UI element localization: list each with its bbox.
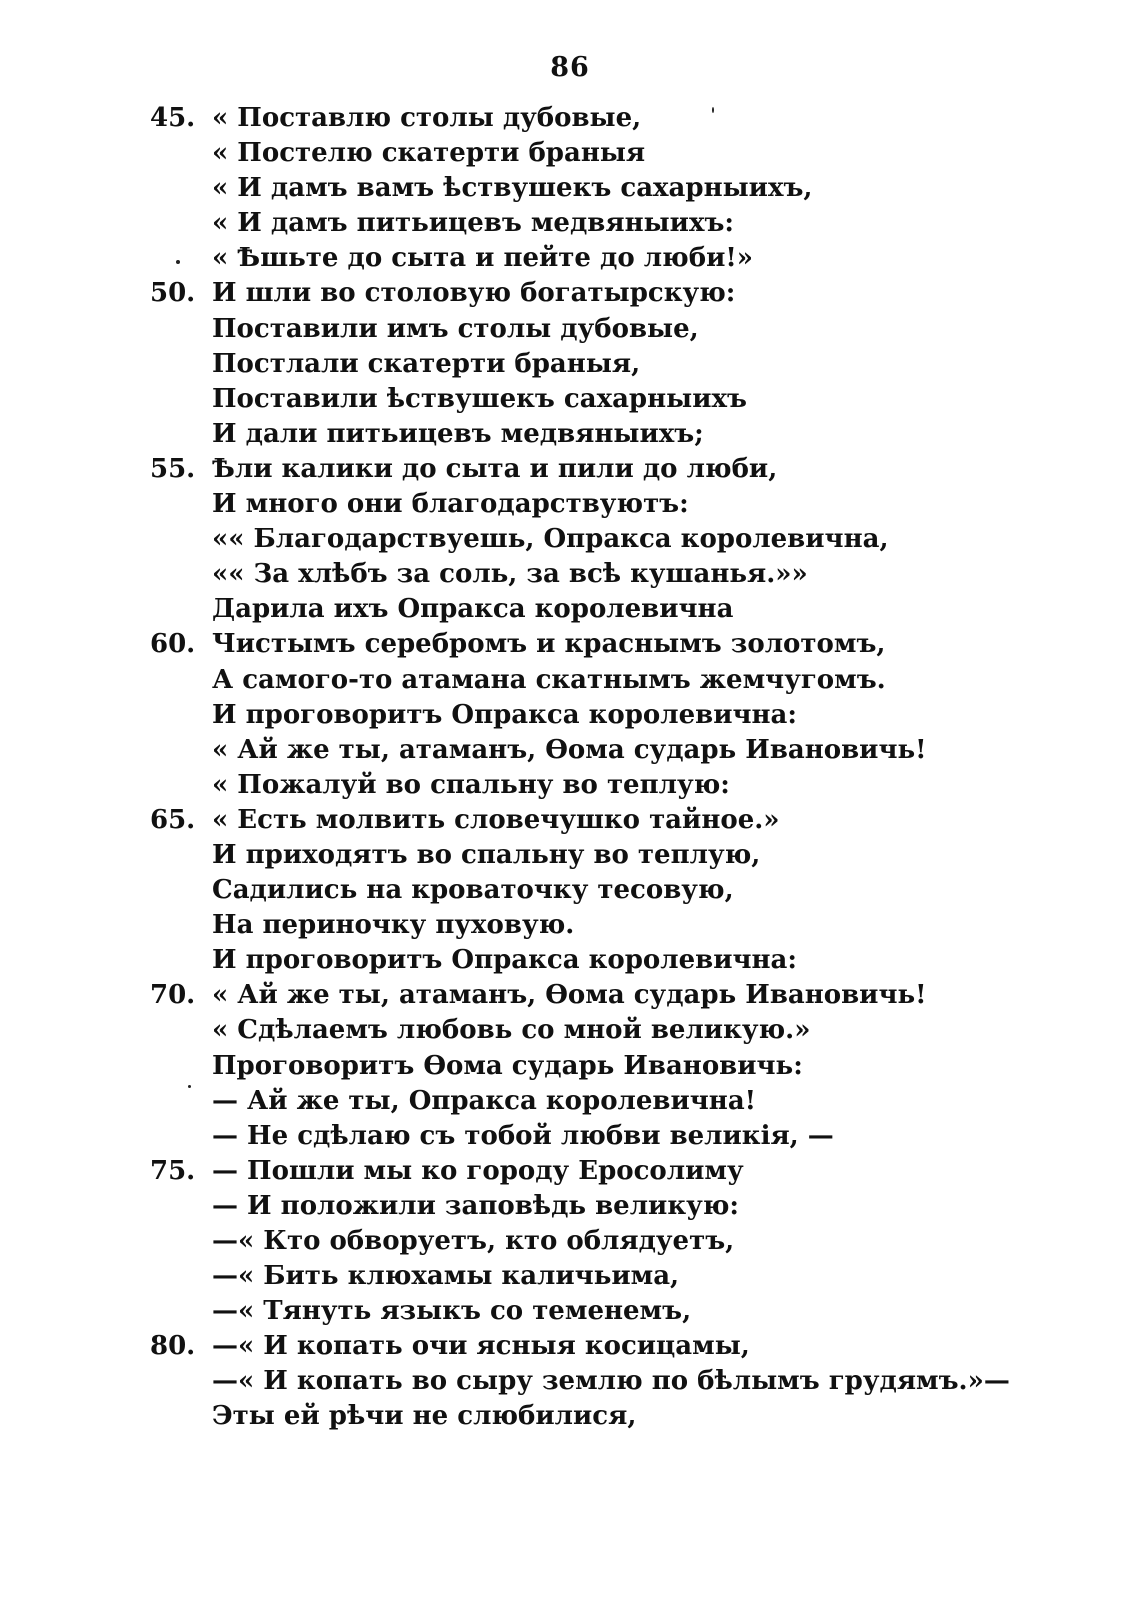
line-text: — Ай же ты, Опракса королевична! [212, 1085, 757, 1116]
line-text: « Есть молвить словечушко тайное.» [212, 804, 780, 835]
verse-line [150, 1154, 1110, 1189]
line-number: 75. [150, 1155, 196, 1186]
line-text: «« За хлѣбъ за соль, за всѣ кушанья.»» [212, 559, 808, 590]
line-text: — И положили заповѣдь великую: [212, 1190, 740, 1221]
line-text: «« Благодарствуешь, Опракса королевична, [212, 524, 889, 555]
line-text: Эты ей рѣчи не слюбилися, [212, 1401, 637, 1432]
verse-line [150, 663, 1110, 698]
line-text: — Не сдѣлаю съ тобой любви великія, — [212, 1120, 834, 1151]
scan-speck [176, 260, 180, 264]
verse-line [150, 557, 1110, 592]
verse-line [150, 1013, 1110, 1048]
line-text: —« И копать во сыру землю по бѣлымъ грудямъ.»— [212, 1366, 1010, 1397]
verse-line [150, 417, 1110, 452]
verse-line [150, 1259, 1110, 1294]
verse-line [150, 908, 1110, 943]
line-text: « Постелю скатерти браныя [212, 138, 646, 169]
verse-line [150, 347, 1110, 382]
verse-line [150, 136, 1110, 171]
line-text: Поставили ѣствушекъ сахарныихъ [212, 383, 747, 414]
verse-line [150, 733, 1110, 768]
verse-line [150, 276, 1110, 311]
line-text: « Ай же ты, атаманъ, Ѳома сударь Ивановичь! [212, 980, 927, 1011]
line-text: « Сдѣлаемъ любовь со мной великую.» [212, 1015, 811, 1046]
line-text: Ѣли калики до сыта и пили до люби, [212, 453, 778, 484]
line-text: И проговоритъ Опракса королевична: [212, 699, 797, 730]
verse-line [150, 838, 1110, 873]
verse-line [150, 1329, 1110, 1364]
line-text: « И дамъ питьицевъ медвяныихъ: [212, 208, 734, 239]
line-number: 45. [150, 103, 196, 133]
line-text: —« Тянуть языкъ со теменемъ, [212, 1296, 692, 1327]
verse-line [150, 206, 1110, 241]
line-text: Поставили имъ столы дубовые, [212, 313, 699, 344]
verse-line [150, 1364, 1110, 1399]
verse-lines [150, 101, 1110, 1435]
verse-line [150, 1294, 1110, 1329]
verse-line [150, 1399, 1110, 1434]
verse-line [150, 1119, 1110, 1154]
verse-line [150, 241, 1110, 276]
line-number: 60. [150, 629, 196, 660]
line-text: Чистымъ серебромъ и краснымъ золотомъ, [212, 629, 886, 660]
line-number: 55. [150, 453, 196, 484]
verse-line [150, 171, 1110, 206]
line-number: 50. [150, 278, 196, 309]
line-text: — Пошли мы ко городу Еросолиму [212, 1155, 744, 1186]
verse-line [150, 1084, 1110, 1119]
line-text: Дарила ихъ Опракса королевична [212, 594, 734, 625]
line-text: Садились на кроваточку тесовую, [212, 875, 734, 906]
line-text: « И дамъ вамъ ѣствушекъ сахарныихъ, [212, 173, 813, 204]
scan-speck [188, 1085, 191, 1088]
line-text: На периночку пуховую. [212, 910, 575, 941]
line-text: И приходятъ во спальну во теплую, [212, 839, 761, 870]
verse-line [150, 943, 1110, 978]
verse-line [150, 452, 1110, 487]
verse-line [150, 698, 1110, 733]
line-text: —« Бить клюхамы каличьима, [212, 1261, 680, 1292]
line-number: 70. [150, 980, 196, 1011]
verse-line [150, 312, 1110, 347]
line-number: 80. [150, 1331, 196, 1362]
page-number: 86 [550, 52, 590, 83]
verse-line [150, 978, 1110, 1013]
line-text: « Ай же ты, атаманъ, Ѳома сударь Ивановичь! [212, 734, 927, 765]
line-text: А самого-то атамана скатнымъ жемчугомъ. [212, 664, 886, 695]
verse-line [150, 1189, 1110, 1224]
line-text: И шли во столовую богатырскую: [212, 278, 736, 309]
verse-line [150, 382, 1110, 417]
line-text: « Поставлю столы дубовые, [212, 103, 642, 133]
scan-speck [712, 107, 714, 113]
line-text: « Пожалуй во спальну во теплую: [212, 769, 730, 800]
verse-line [150, 1224, 1110, 1259]
verse-line [150, 101, 1110, 136]
line-text: « Ѣшьте до сыта и пейте до люби!» [212, 243, 754, 274]
line-text: И дали питьицевъ медвяныихъ; [212, 418, 704, 449]
verse-line [150, 1049, 1110, 1084]
line-text: Постлали скатерти браныя, [212, 348, 641, 379]
line-text: И много они благодарствуютъ: [212, 489, 689, 520]
verse-line [150, 803, 1110, 838]
line-number: 65. [150, 804, 196, 835]
verse-line [150, 592, 1110, 627]
verse-line [150, 522, 1110, 557]
verse-line [150, 627, 1110, 662]
line-text: —« Кто обворуетъ, кто облядуетъ, [212, 1226, 735, 1256]
verse-line [150, 873, 1110, 908]
line-text: Проговоритъ Ѳома сударь Ивановичь: [212, 1050, 803, 1081]
verse-line [150, 768, 1110, 803]
line-text: —« И копать очи ясныя косицамы, [212, 1331, 750, 1362]
verse-line [150, 487, 1110, 522]
line-text: И проговоритъ Опракса королевична: [212, 945, 797, 976]
